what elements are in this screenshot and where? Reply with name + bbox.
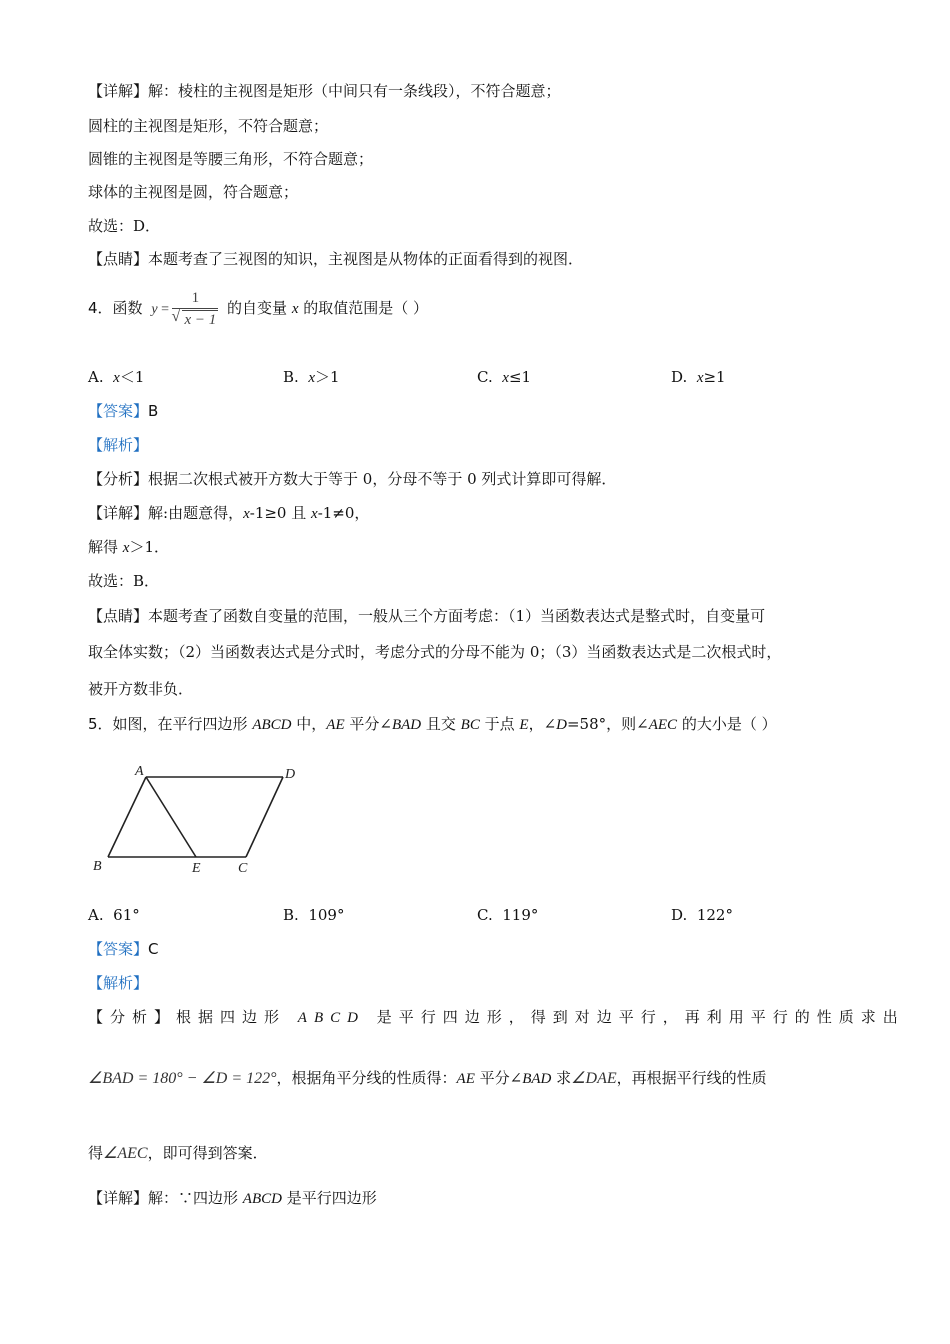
analysis-subtag: 【分析】 xyxy=(88,470,149,488)
text-line: 圆锥的主视图是等腰三角形，不符合题意； xyxy=(88,150,374,168)
side-dc xyxy=(246,777,283,857)
option-value: ≥1 xyxy=(703,368,726,386)
analysis-text: 求 xyxy=(551,1069,572,1087)
answer-tag: 【答案】 xyxy=(88,940,149,958)
side-ab xyxy=(108,777,146,857)
solution-text: 解得 xyxy=(88,538,123,556)
label-c: C xyxy=(238,861,248,876)
analysis-text: 根据二次根式被开方数大于等于 0，分母不等于 0 列式计算即可得解． xyxy=(148,470,617,488)
variable: x xyxy=(291,301,299,317)
label-b: B xyxy=(93,859,102,874)
option-value: 119° xyxy=(502,906,539,924)
option-var: x xyxy=(308,370,316,386)
text-line: 球体的主视图是圆，符合题意； xyxy=(88,183,299,201)
option-a[interactable] xyxy=(88,366,144,389)
answer-value: C xyxy=(148,940,159,958)
option-label: C. xyxy=(477,906,493,924)
analysis-line xyxy=(88,1142,268,1165)
variable: x xyxy=(311,506,318,522)
option-label: A. xyxy=(88,368,104,386)
detail-text: 解：∵四边形 xyxy=(148,1189,243,1207)
detail-line xyxy=(88,1187,377,1210)
stem-text: 中， xyxy=(291,715,327,733)
variable: BC xyxy=(460,717,480,733)
function-formula xyxy=(151,288,218,330)
option-value: 109° xyxy=(308,906,345,924)
math-expression: ∠BAD = 180° − ∠D = 122° xyxy=(88,1070,277,1087)
solution-text: ＞1． xyxy=(129,538,169,556)
question-number: 4． xyxy=(88,299,113,317)
comment-line xyxy=(88,248,583,270)
variable: ABCD xyxy=(297,1010,365,1026)
fraction-denominator xyxy=(172,308,218,329)
comment-text: 取全体实数；（2）当函数表达式是分式时，考虑分式的分母不能为 0；（3）当函数表达式是二次根式时， xyxy=(88,643,782,661)
function-fraction xyxy=(172,290,218,329)
option-value: ≤1 xyxy=(508,368,532,386)
answer-line xyxy=(88,400,158,422)
variable: AE xyxy=(326,717,345,733)
option-var: x xyxy=(502,370,509,386)
label-a: A xyxy=(135,764,144,779)
variable: ABCD xyxy=(242,1191,282,1207)
variable: x xyxy=(122,540,130,556)
analysis-text: 是平行四边形，得到对边平行，再利用平行的性质求出 xyxy=(364,1008,905,1026)
analysis-tag: 【解析】 xyxy=(88,436,149,454)
variable: D xyxy=(556,717,567,733)
variable: x xyxy=(243,506,250,522)
fraction-numerator: 1 xyxy=(191,289,200,306)
option-label: B. xyxy=(283,368,299,386)
question-5-stem xyxy=(88,713,777,736)
answer-value: B xyxy=(148,402,159,420)
question-number: 5． xyxy=(88,715,113,733)
text-line: 圆柱的主视图是矩形，不符合题意； xyxy=(88,117,329,135)
analysis-text: 得 xyxy=(88,1144,104,1162)
solution-line xyxy=(88,536,169,559)
option-a[interactable] xyxy=(88,904,140,926)
option-label: D. xyxy=(671,906,688,924)
function-y: y xyxy=(151,302,158,317)
analysis-text: 平分∠ xyxy=(474,1069,523,1087)
analysis-line xyxy=(88,1006,905,1029)
analysis-line xyxy=(88,1067,767,1090)
variable: AE xyxy=(456,1071,475,1087)
option-var: x xyxy=(696,370,704,386)
option-value: 61° xyxy=(113,906,140,924)
detail-text: -1≠0， xyxy=(317,504,370,522)
comment-text: 本题考查了函数自变量的范围，一般从三个方面考虑：（1）当函数表达式是整式时，自变量可 xyxy=(148,607,766,625)
option-b[interactable] xyxy=(283,904,344,926)
option-label: C. xyxy=(477,368,493,386)
answer-line xyxy=(88,938,159,960)
question-4-stem xyxy=(88,288,428,330)
segment-ae xyxy=(146,777,196,857)
label-e: E xyxy=(192,861,201,876)
analysis-line xyxy=(88,468,616,490)
option-b[interactable] xyxy=(283,366,340,389)
variable: BAD xyxy=(391,717,422,733)
comment-tag: 【点睛】 xyxy=(88,607,149,625)
choose-line: 故选：B． xyxy=(88,572,160,590)
detail-text: 是平行四边形 xyxy=(281,1189,377,1207)
stem-text: 的大小是（ ） xyxy=(677,715,777,733)
option-value: ＜1 xyxy=(119,368,145,386)
detail-line xyxy=(88,80,561,102)
detail-line xyxy=(88,502,369,525)
analysis-text: ，根据角平分线的性质得： xyxy=(276,1069,457,1087)
text-line: 故选：D． xyxy=(88,217,161,235)
analysis-text: ，再根据平行线的性质 xyxy=(616,1069,767,1087)
analysis-tag: 【解析】 xyxy=(88,974,149,992)
option-label: D. xyxy=(671,368,688,386)
option-d[interactable] xyxy=(671,904,733,926)
analysis-text: ，即可得到答案． xyxy=(147,1144,268,1162)
variable: AEC xyxy=(648,717,678,733)
stem-text: 且交 xyxy=(421,715,461,733)
option-label: B. xyxy=(283,906,299,924)
comment-text: 被开方数非负． xyxy=(88,680,194,698)
variable: BAD xyxy=(522,1071,552,1087)
stem-text: 的取值范围是（ ） xyxy=(303,299,429,317)
stem-text: 如图，在平行四边形 xyxy=(112,715,253,733)
variable: E xyxy=(519,717,529,733)
option-d[interactable] xyxy=(671,366,726,389)
math-expression: ∠AEC xyxy=(103,1145,148,1162)
stem-text: 的自变量 xyxy=(227,299,288,317)
analysis-text: 根据四边形 xyxy=(176,1008,298,1026)
comment-line xyxy=(88,605,765,627)
math-expression: ∠DAE xyxy=(571,1070,617,1087)
function-eq: = xyxy=(157,302,173,317)
option-var: x xyxy=(113,370,120,386)
stem-text: 于点 xyxy=(479,715,520,733)
option-c[interactable] xyxy=(477,366,531,389)
detail-tag: 【详解】 xyxy=(88,504,149,522)
option-value: ＞1 xyxy=(315,368,340,386)
label-d: D xyxy=(285,767,296,782)
stem-text: 平分∠ xyxy=(344,715,392,733)
variable: ABCD xyxy=(252,717,292,733)
detail-text: 解：棱柱的主视图是矩形（中间只有一条线段），不符合题意； xyxy=(148,82,561,100)
analysis-subtag: 【分析】 xyxy=(88,1008,177,1026)
stem-text: ，∠ xyxy=(528,715,557,733)
sqrt-expression: √ x − 1 xyxy=(182,310,218,329)
comment-tag: 【点睛】 xyxy=(88,250,149,268)
option-value: 122° xyxy=(696,906,733,924)
answer-tag: 【答案】 xyxy=(88,402,149,420)
detail-tag: 【详解】 xyxy=(88,1189,149,1207)
stem-text: 函数 xyxy=(112,299,143,317)
detail-tag: 【详解】 xyxy=(88,82,149,100)
detail-text: -1≥0 且 xyxy=(249,504,312,522)
parallelogram-figure xyxy=(88,760,308,880)
option-c[interactable] xyxy=(477,904,538,926)
comment-text: 本题考查了三视图的知识，主视图是从物体的正面看得到的视图． xyxy=(148,250,584,268)
option-label: A. xyxy=(88,906,104,924)
detail-text: 解:由题意得， xyxy=(148,504,244,522)
stem-text: =58°，则∠ xyxy=(566,715,649,733)
